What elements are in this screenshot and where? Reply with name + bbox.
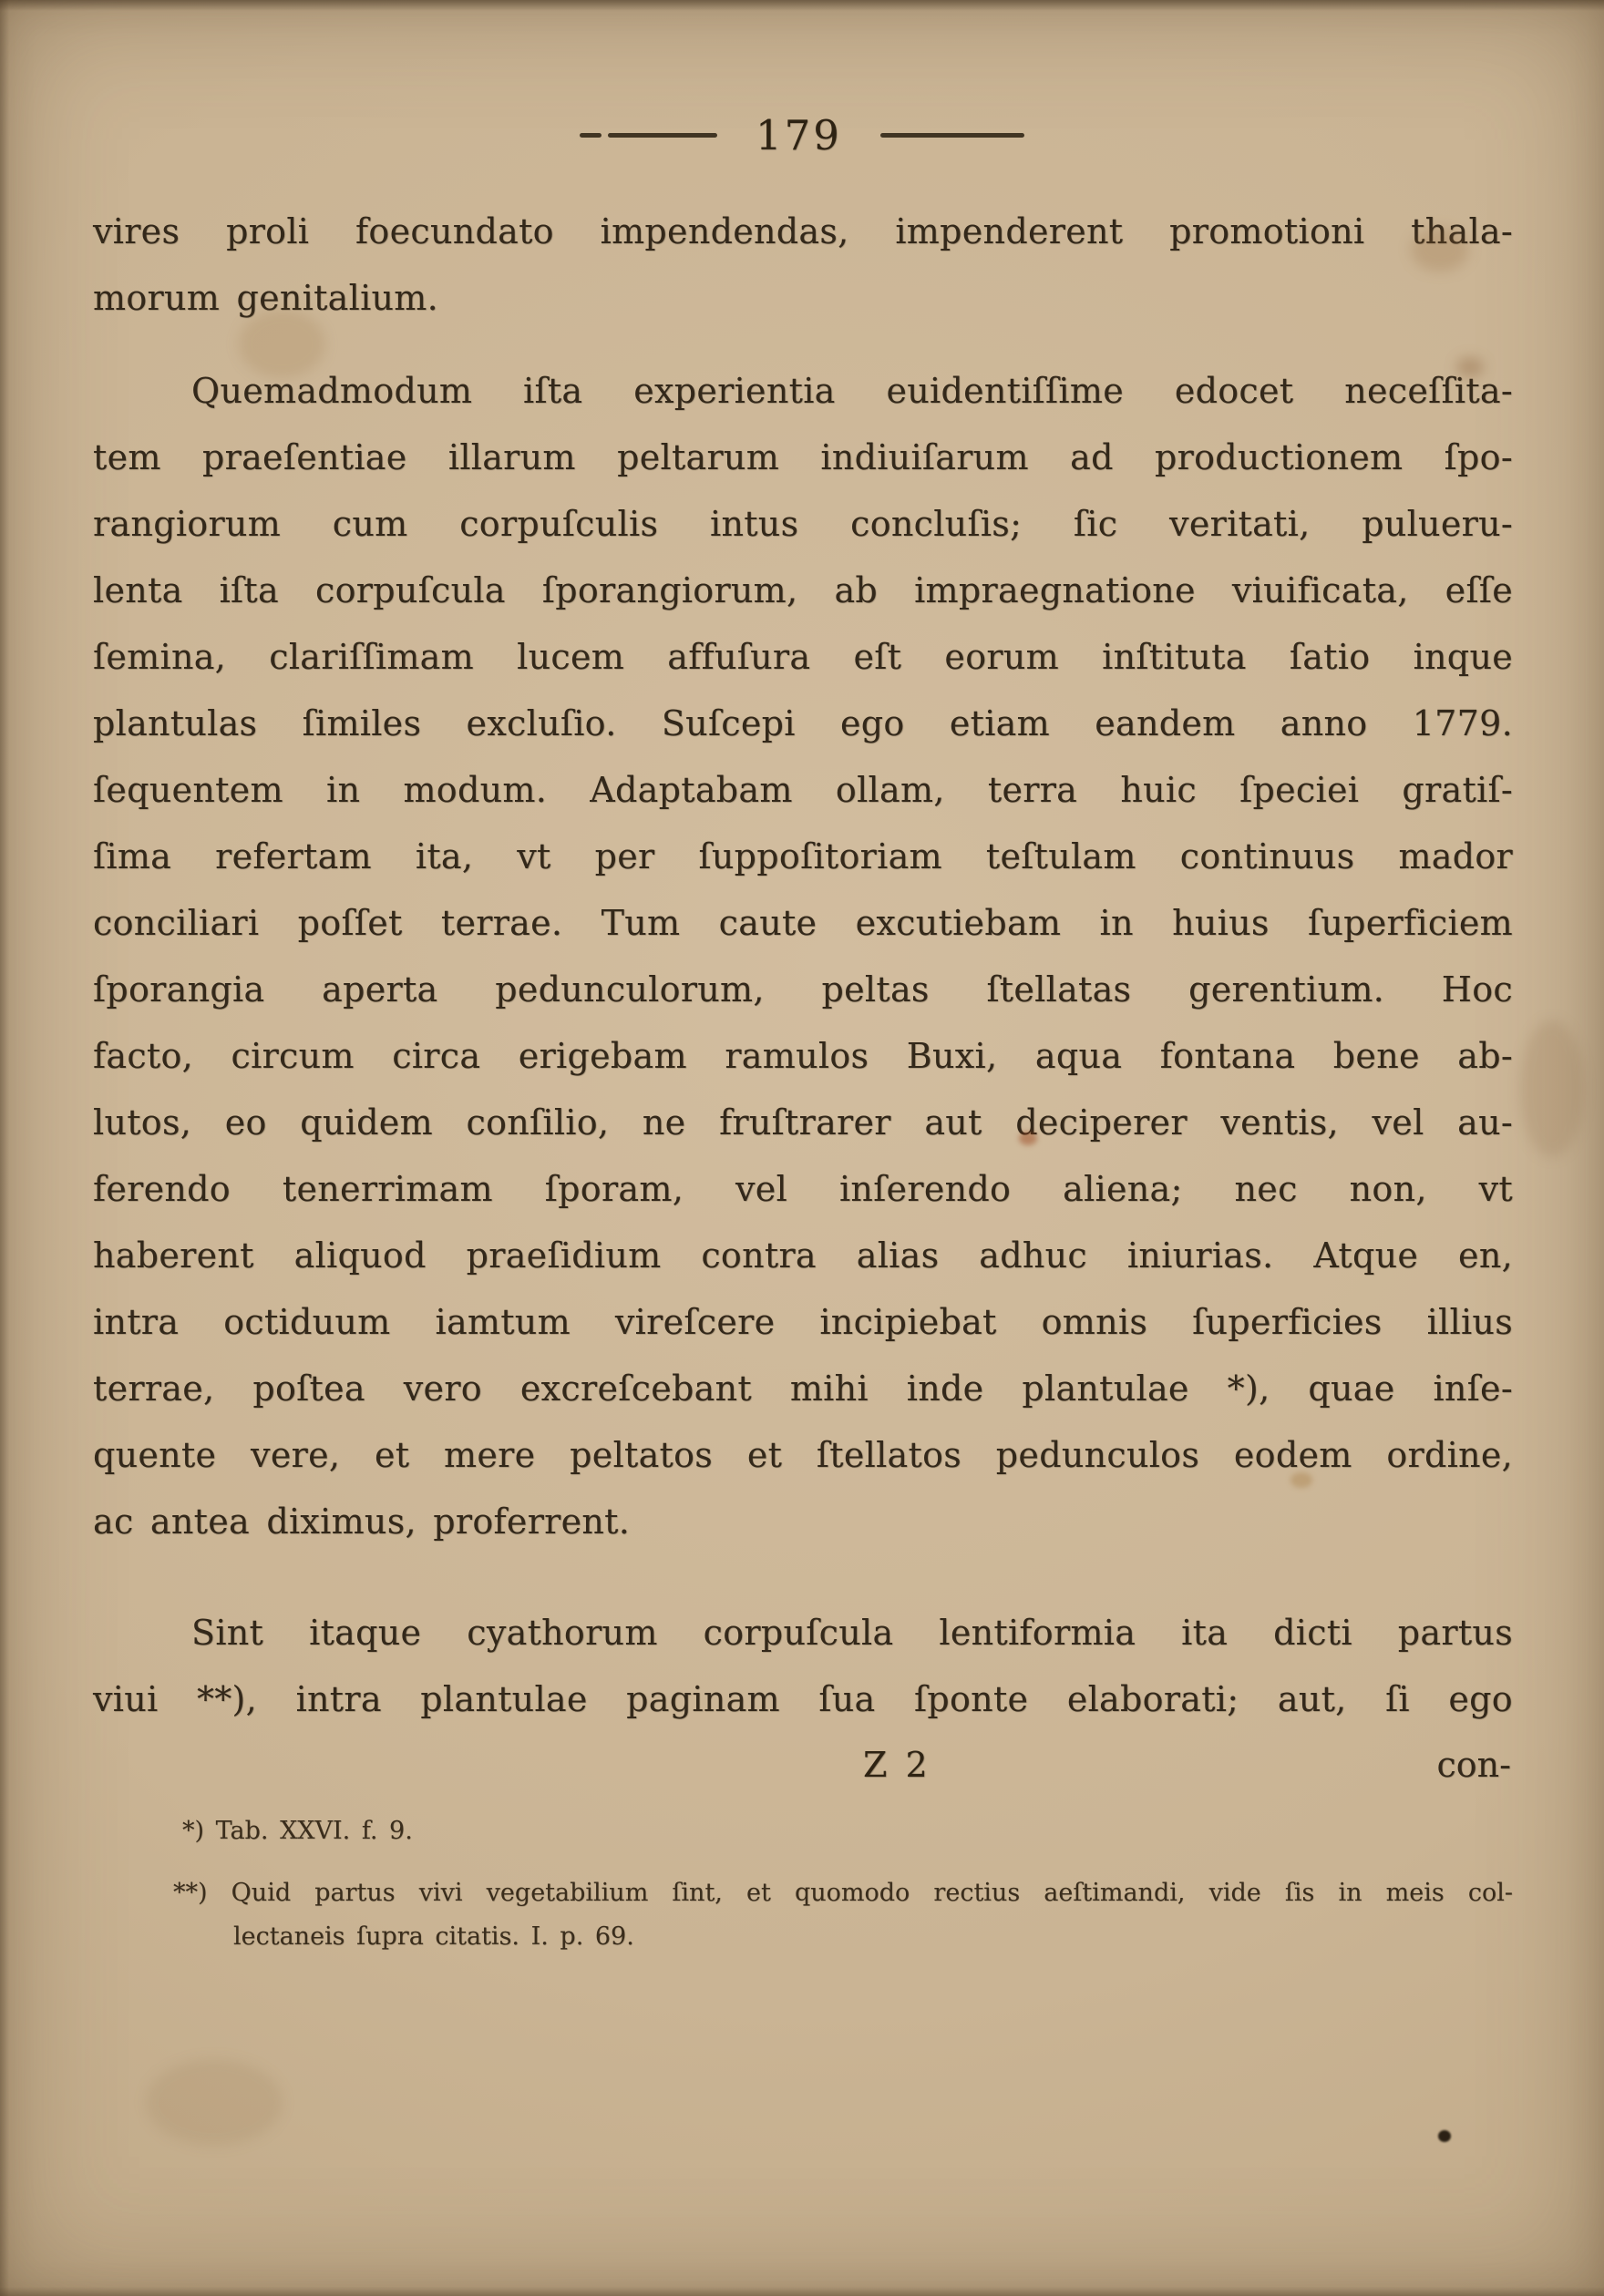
footnote-2-line-2: lectaneis ſupra citatis. I. p. 69. <box>233 1922 634 1951</box>
text-line: viui **), intra plantulae paginam ſua ſponte elaborati; aut, ſi ego <box>93 1679 1513 1719</box>
text-line: ſequentem in modum. Adaptabam ollam, terra huic ſpeciei gratiſ- <box>93 770 1513 810</box>
text-line: vires proli foecundato impendendas, impenderent promotioni thala- <box>93 211 1513 251</box>
header-rule-right <box>880 133 1024 138</box>
paragraph-1 <box>93 199 1513 332</box>
text-line: Sint itaque cyathorum corpuſcula lentiformia ita dicti partus <box>191 1613 1513 1653</box>
scan-edge-shadow-top <box>0 0 1604 11</box>
page-number: 179 <box>756 110 842 159</box>
stain-spot <box>146 2059 283 2146</box>
text-line: ſima refertam ita, vt per ſuppoſitoriam teſtulam continuus mador <box>93 836 1513 876</box>
signature-mark: Z 2 <box>863 1745 931 1785</box>
catchword: con- <box>1436 1745 1511 1785</box>
text-line: rangiorum cum corpuſculis intus concluſis; ſic veritati, pulueru- <box>93 504 1513 544</box>
footnote-1: *) Tab. XXVI. f. 9. <box>182 1817 413 1845</box>
text-line: quente vere, et mere peltatos et ſtellatos pedunculos eodem ordine, <box>93 1435 1513 1475</box>
text-line: morum genitalium. <box>93 278 439 318</box>
text-line: haberent aliquod praeſidium contra alias adhuc iniurias. Atque en, <box>93 1235 1513 1276</box>
footnote-2-line-1: **) Quid partus vivi vegetabilium ſint, et quomodo rectius aeſtimandi, vide ſis in meis col- <box>173 1879 1513 1907</box>
scan-edge-shadow-bottom <box>0 2287 1604 2296</box>
text-line: lenta iſta corpuſcula ſporangiorum, ab impraegnatione viuificata, eſſe <box>93 570 1513 610</box>
page-header <box>0 108 1604 162</box>
text-line: plantulas ſimiles excluſio. Suſcepi ego etiam eandem anno 1779. <box>93 703 1513 743</box>
paragraph-3 <box>93 1600 1513 1733</box>
text-line: tem praeſentiae illarum peltarum indiuiſarum ad productionem ſpo- <box>93 437 1513 477</box>
signature-line <box>93 1732 1513 1799</box>
scan-edge-shadow-left <box>0 0 9 2296</box>
text-line: lutos, eo quidem conſilio, ne fruſtrarer aut deciperer ventis, vel au- <box>93 1102 1513 1143</box>
text-line: facto, circum circa erigebam ramulos Buxi, aqua fontana bene ab- <box>93 1036 1513 1076</box>
text-line: intra octiduum iamtum vireſcere incipiebat omnis ſuperficies illius <box>93 1302 1513 1342</box>
paragraph-2 <box>93 358 1513 1555</box>
stain-spot <box>1520 1020 1584 1157</box>
ink-dot <box>1438 2130 1451 2142</box>
text-line: ſemina, clariſſimam lucem affuſura eſt eorum inſtituta ſatio inque <box>93 637 1513 677</box>
text-line: terrae, poſtea vero excreſcebant mihi inde plantulae *), quae inſe- <box>93 1368 1513 1409</box>
text-line: ſporangia aperta pedunculorum, peltas ſtellatas gerentium. Hoc <box>93 969 1513 1010</box>
text-line: ac antea diximus, proferrent. <box>93 1502 631 1542</box>
text-line: conciliari poſſet terrae. Tum caute excutiebam in huius ſuperficiem <box>93 903 1513 943</box>
header-rule-left <box>580 133 717 138</box>
text-line: ferendo tenerrimam ſporam, vel inſerendo aliena; nec non, vt <box>93 1169 1513 1209</box>
text-line: Quemadmodum iſta experientia euidentiſſime edocet neceſſita- <box>191 371 1513 411</box>
